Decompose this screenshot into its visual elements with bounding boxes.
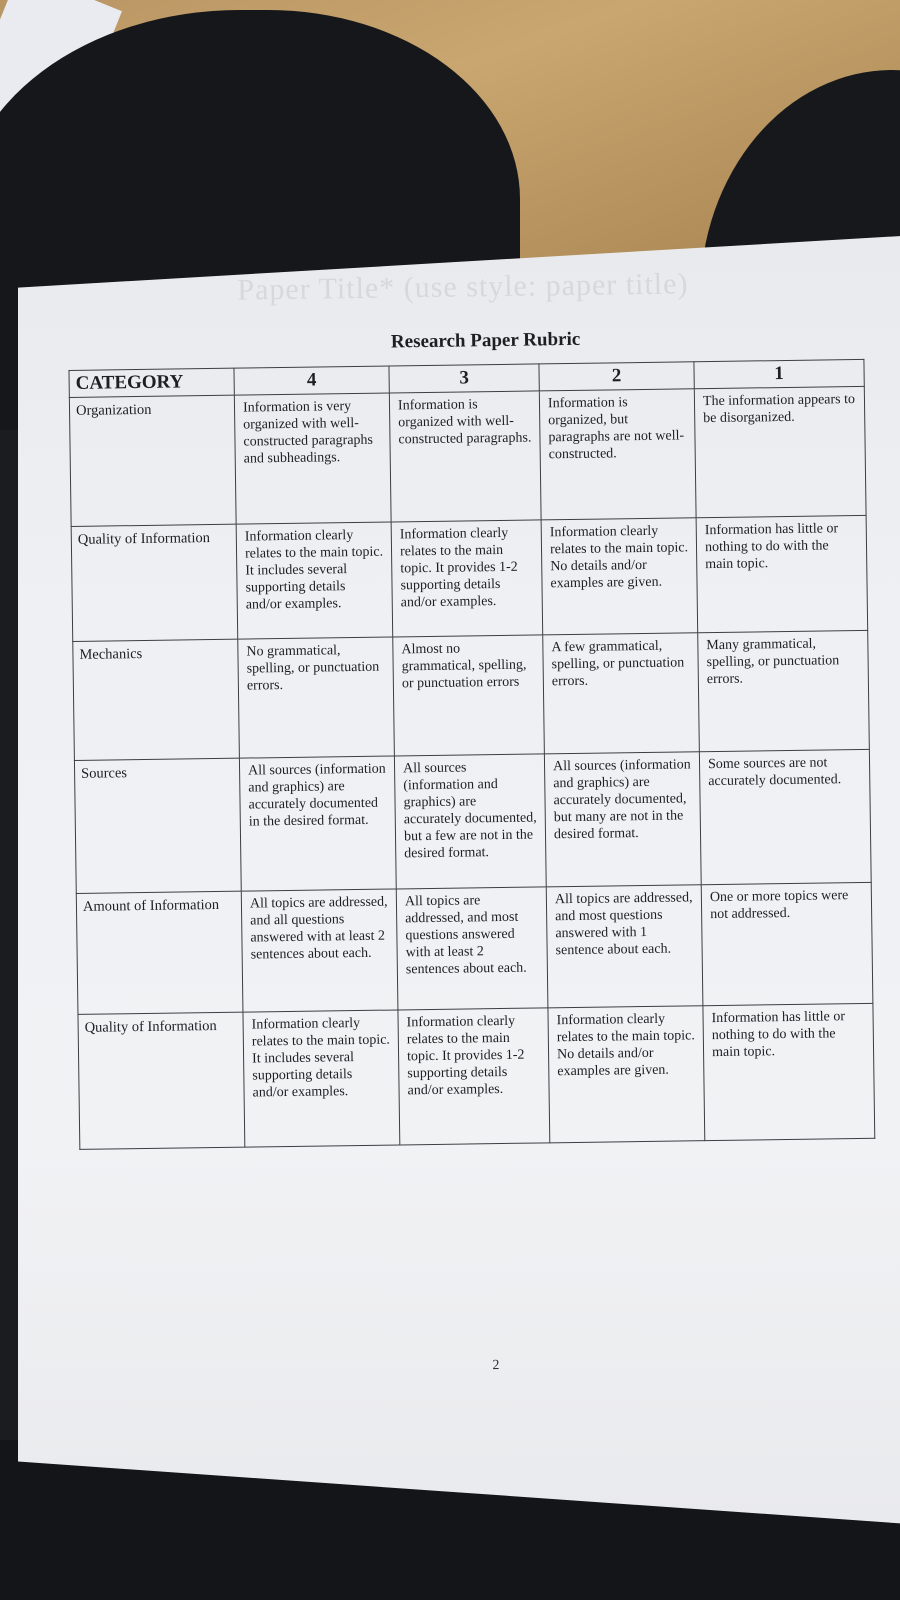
criteria-cell: All topics are addressed, and most questions answered with at least 2 sentences about each. (396, 887, 548, 1010)
category-cell: Mechanics (73, 639, 240, 760)
category-cell: Quality of Information (71, 524, 238, 641)
header-score-4: 4 (234, 366, 389, 395)
criteria-cell: One or more topics were not addressed. (701, 882, 873, 1005)
table-row (76, 882, 873, 1014)
criteria-cell: Information is organized, but paragraphs are not well-constructed. (539, 389, 696, 520)
criteria-cell: Almost no grammatical, spelling, or punctuation errors (393, 635, 545, 756)
criteria-cell: Information is organized with well-constructed paragraphs. (389, 391, 541, 522)
table-row (69, 386, 866, 526)
criteria-cell: All sources (information and graphics) are accurately documented, but a few are not in the desired format. (394, 754, 546, 889)
category-cell: Quality of Information (78, 1012, 245, 1149)
category-cell: Amount of Information (76, 891, 243, 1014)
criteria-cell: Information clearly relates to the main topic. No details and/or examples are given. (548, 1006, 705, 1143)
criteria-cell: No grammatical, spelling, or punctuation errors. (238, 637, 395, 758)
criteria-cell: Information clearly relates to the main topic. It includes several supporting details and/or examples. (236, 522, 393, 639)
criteria-cell: Information clearly relates to the main topic. It provides 1-2 supporting details and/or examples. (398, 1008, 550, 1145)
criteria-cell: All sources (information and graphics) are accurately documented, but many are not in the desired format. (544, 752, 701, 887)
rubric-table (68, 359, 875, 1150)
table-row (74, 749, 871, 893)
criteria-cell: The information appears to be disorganized. (694, 386, 866, 517)
header-category: CATEGORY (69, 368, 234, 397)
document-title: Research Paper Rubric (390, 328, 581, 353)
header-score-3: 3 (389, 364, 539, 393)
criteria-cell: Information has little or nothing to do with the main topic. (703, 1003, 875, 1140)
page-number: 2 (492, 1358, 500, 1374)
criteria-cell: Many grammatical, spelling, or punctuation errors. (698, 630, 870, 751)
table-row (78, 1003, 875, 1149)
rubric-document (68, 267, 874, 1374)
category-cell: Organization (69, 395, 236, 526)
criteria-cell: Information has little or nothing to do with the main topic. (696, 515, 868, 632)
criteria-cell: Information clearly relates to the main topic. It provides 1-2 supporting details and/or examples. (391, 520, 543, 637)
table-row (73, 630, 870, 760)
criteria-cell: Information is very organized with well-constructed paragraphs and subheadings. (234, 393, 391, 524)
criteria-cell: Information clearly relates to the main topic. It includes several supporting details and/or examples. (243, 1010, 400, 1147)
criteria-cell: Information clearly relates to the main topic. No details and/or examples are given. (541, 518, 698, 635)
criteria-cell: A few grammatical, spelling, or punctuation errors. (543, 633, 700, 754)
header-score-1: 1 (694, 359, 864, 388)
table-row (71, 515, 868, 641)
category-cell: Sources (74, 758, 241, 893)
header-score-2: 2 (539, 362, 694, 391)
criteria-cell: All topics are addressed, and most questions answered with 1 sentence about each. (546, 885, 703, 1008)
criteria-cell: All sources (information and graphics) are accurately documented in the desired format. (239, 756, 396, 891)
show-through-heading: Paper Title* (use style: paper title) (237, 267, 689, 307)
criteria-cell: All topics are addressed, and all questions answered with at least 2 sentences about each. (241, 889, 398, 1012)
criteria-cell: Some sources are not accurately documented. (699, 749, 871, 884)
